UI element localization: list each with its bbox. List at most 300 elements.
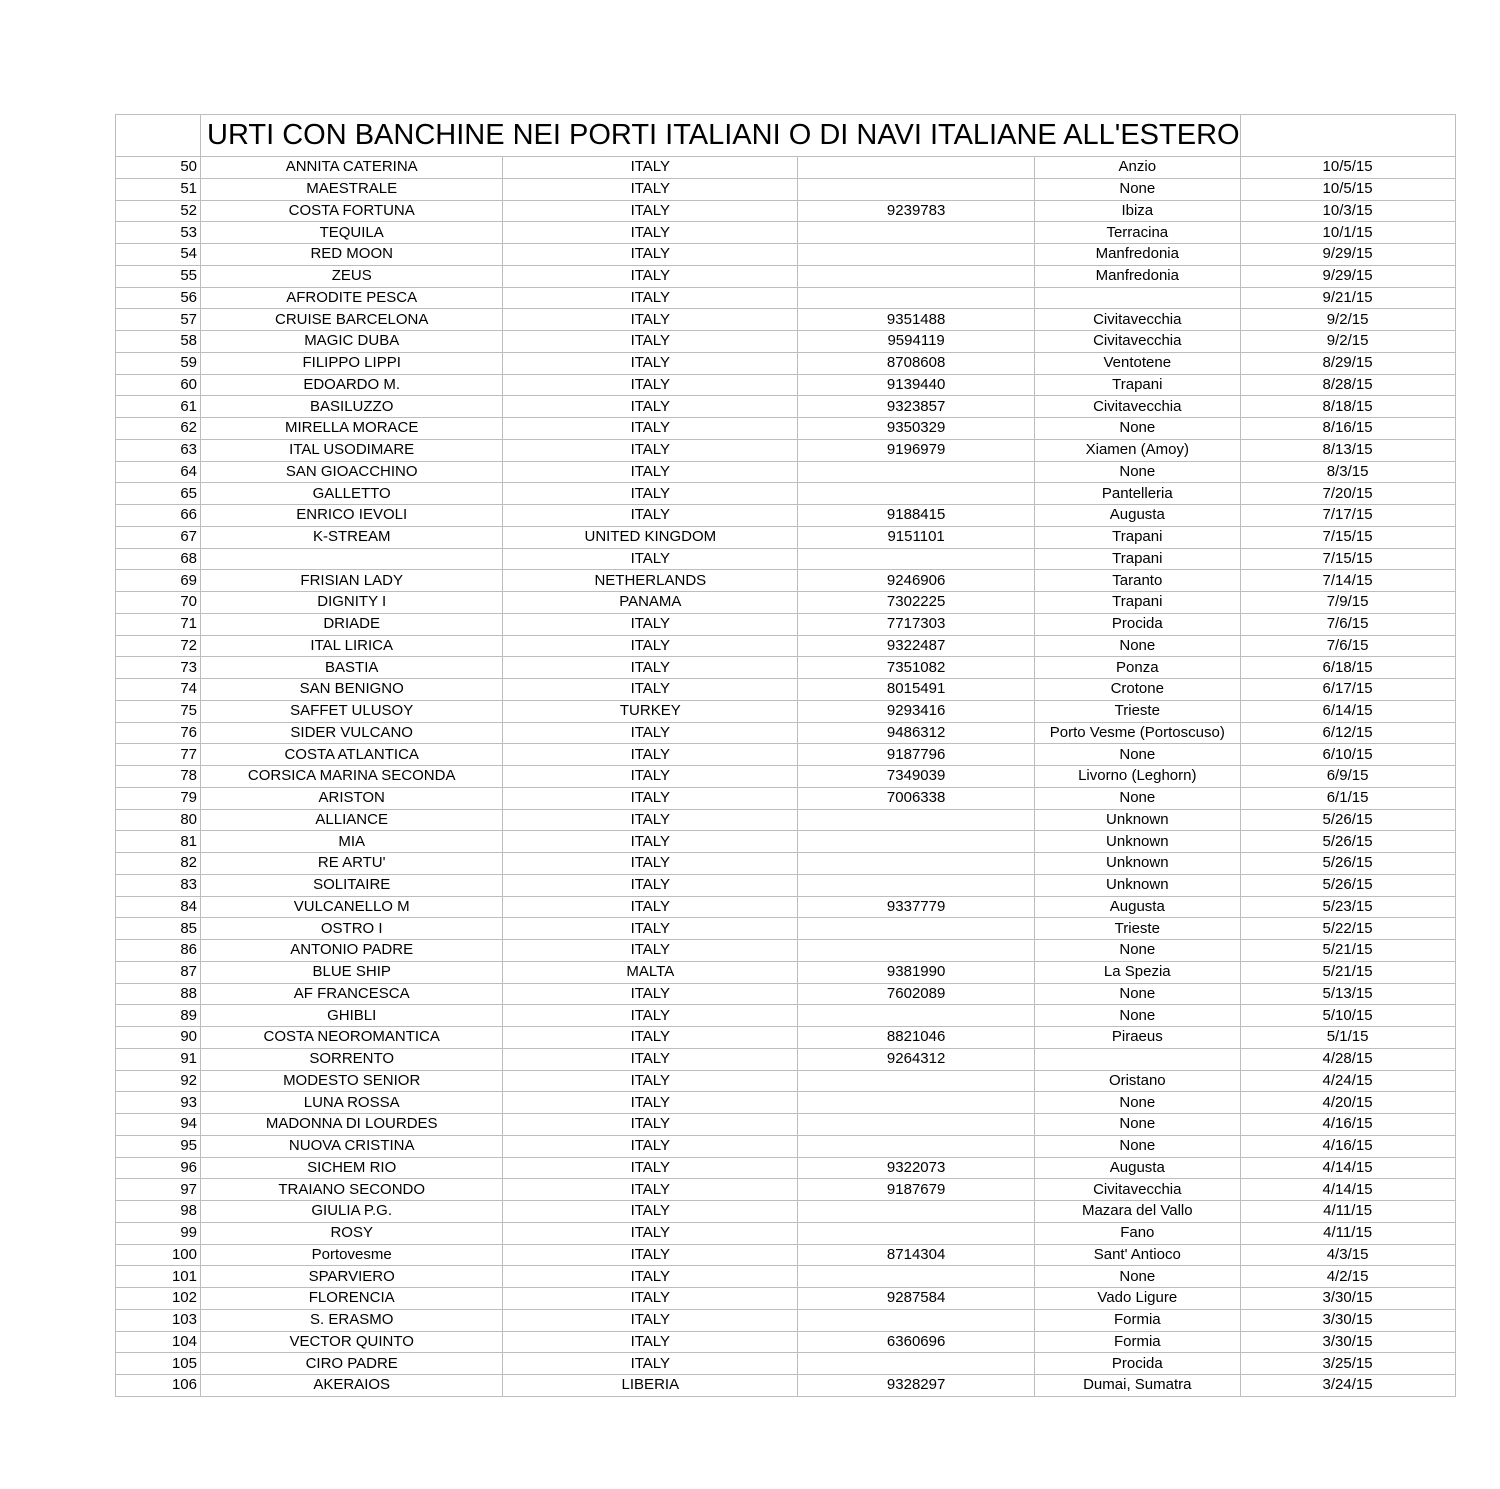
flag-cell: ITALY	[503, 679, 798, 701]
date-cell: 9/29/15	[1240, 244, 1455, 266]
row-number-cell: 85	[116, 918, 201, 940]
port-cell: Augusta	[1035, 896, 1241, 918]
vessel-name-cell: MIRELLA MORACE	[201, 418, 503, 440]
date-cell: 9/21/15	[1240, 287, 1455, 309]
date-cell: 7/9/15	[1240, 592, 1455, 614]
imo-cell	[798, 874, 1035, 896]
imo-cell	[798, 1201, 1035, 1223]
port-cell: Trieste	[1035, 700, 1241, 722]
port-cell: Trieste	[1035, 918, 1241, 940]
date-cell: 7/15/15	[1240, 526, 1455, 548]
vessel-name-cell: ZEUS	[201, 265, 503, 287]
flag-cell: ITALY	[503, 1048, 798, 1070]
date-cell: 10/5/15	[1240, 157, 1455, 179]
table-row	[116, 657, 1456, 679]
flag-cell: ITALY	[503, 439, 798, 461]
vessel-name-cell: MAGIC DUBA	[201, 331, 503, 353]
vessel-name-cell: ITAL LIRICA	[201, 635, 503, 657]
table-row	[116, 1331, 1456, 1353]
port-cell: Unknown	[1035, 874, 1241, 896]
table-row	[116, 1222, 1456, 1244]
port-cell: Trapani	[1035, 526, 1241, 548]
flag-cell: ITALY	[503, 1005, 798, 1027]
table-row	[116, 809, 1456, 831]
flag-cell: UNITED KINGDOM	[503, 526, 798, 548]
row-number-cell: 78	[116, 766, 201, 788]
port-cell: Ibiza	[1035, 200, 1241, 222]
flag-cell: ITALY	[503, 657, 798, 679]
row-number-cell: 60	[116, 374, 201, 396]
port-cell: Manfredonia	[1035, 265, 1241, 287]
flag-cell: ITALY	[503, 1222, 798, 1244]
table-row	[116, 483, 1456, 505]
row-number-cell: 83	[116, 874, 201, 896]
table-row	[116, 244, 1456, 266]
date-cell: 6/17/15	[1240, 679, 1455, 701]
imo-cell	[798, 918, 1035, 940]
vessel-name-cell: ITAL USODIMARE	[201, 439, 503, 461]
imo-cell: 9187679	[798, 1179, 1035, 1201]
date-cell: 5/1/15	[1240, 1027, 1455, 1049]
imo-cell: 8708608	[798, 352, 1035, 374]
flag-cell: ITALY	[503, 787, 798, 809]
table-row	[116, 505, 1456, 527]
row-number-cell: 72	[116, 635, 201, 657]
row-number-cell: 69	[116, 570, 201, 592]
vessel-name-cell: SPARVIERO	[201, 1266, 503, 1288]
imo-cell: 7602089	[798, 983, 1035, 1005]
imo-cell: 9264312	[798, 1048, 1035, 1070]
date-cell: 4/2/15	[1240, 1266, 1455, 1288]
port-cell: Formia	[1035, 1309, 1241, 1331]
date-cell: 3/25/15	[1240, 1353, 1455, 1375]
table-row	[116, 592, 1456, 614]
row-number-cell: 91	[116, 1048, 201, 1070]
imo-cell: 9188415	[798, 505, 1035, 527]
table-row	[116, 570, 1456, 592]
imo-cell	[798, 1135, 1035, 1157]
imo-cell: 9287584	[798, 1288, 1035, 1310]
flag-cell: ITALY	[503, 1201, 798, 1223]
table-row	[116, 178, 1456, 200]
table-row	[116, 918, 1456, 940]
flag-cell: ITALY	[503, 265, 798, 287]
flag-cell: ITALY	[503, 1266, 798, 1288]
imo-cell: 7349039	[798, 766, 1035, 788]
table-row	[116, 352, 1456, 374]
port-cell: Sant' Antioco	[1035, 1244, 1241, 1266]
date-cell: 10/1/15	[1240, 222, 1455, 244]
table-row	[116, 200, 1456, 222]
flag-cell: ITALY	[503, 1070, 798, 1092]
vessel-name-cell: ENRICO IEVOLI	[201, 505, 503, 527]
row-number-cell: 84	[116, 896, 201, 918]
date-cell: 5/21/15	[1240, 940, 1455, 962]
port-cell: Terracina	[1035, 222, 1241, 244]
vessel-name-cell: MADONNA DI LOURDES	[201, 1114, 503, 1136]
port-cell: Unknown	[1035, 853, 1241, 875]
port-cell: None	[1035, 1114, 1241, 1136]
port-cell: Taranto	[1035, 570, 1241, 592]
imo-cell: 7717303	[798, 613, 1035, 635]
vessel-name-cell: SIDER VULCANO	[201, 722, 503, 744]
vessel-name-cell: GHIBLI	[201, 1005, 503, 1027]
vessel-name-cell: NUOVA CRISTINA	[201, 1135, 503, 1157]
vessel-name-cell: VULCANELLO M	[201, 896, 503, 918]
imo-cell: 9594119	[798, 331, 1035, 353]
row-number-cell: 82	[116, 853, 201, 875]
port-cell: Livorno (Leghorn)	[1035, 766, 1241, 788]
imo-cell	[798, 178, 1035, 200]
date-cell: 4/20/15	[1240, 1092, 1455, 1114]
date-cell: 5/26/15	[1240, 874, 1455, 896]
date-cell: 8/29/15	[1240, 352, 1455, 374]
imo-cell	[798, 1266, 1035, 1288]
port-cell: Civitavecchia	[1035, 1179, 1241, 1201]
port-cell: Dumai, Sumatra	[1035, 1375, 1241, 1397]
port-cell: Procida	[1035, 1353, 1241, 1375]
vessel-name-cell: AKERAIOS	[201, 1375, 503, 1397]
date-cell: 4/16/15	[1240, 1114, 1455, 1136]
table-row	[116, 961, 1456, 983]
date-cell: 9/2/15	[1240, 309, 1455, 331]
flag-cell: ITALY	[503, 613, 798, 635]
imo-cell: 9323857	[798, 396, 1035, 418]
vessel-name-cell: TEQUILA	[201, 222, 503, 244]
vessel-name-cell: SAFFET ULUSOY	[201, 700, 503, 722]
port-cell	[1035, 1048, 1241, 1070]
port-cell: None	[1035, 940, 1241, 962]
port-cell: Xiamen (Amoy)	[1035, 439, 1241, 461]
spreadsheet-table	[115, 114, 1456, 1397]
port-cell: Porto Vesme (Portoscuso)	[1035, 722, 1241, 744]
vessel-name-cell: ALLIANCE	[201, 809, 503, 831]
date-cell: 4/11/15	[1240, 1201, 1455, 1223]
port-cell: Trapani	[1035, 374, 1241, 396]
vessel-name-cell: COSTA NEOROMANTICA	[201, 1027, 503, 1049]
table-row	[116, 787, 1456, 809]
date-cell: 7/6/15	[1240, 613, 1455, 635]
port-cell: Mazara del Vallo	[1035, 1201, 1241, 1223]
imo-cell	[798, 265, 1035, 287]
date-cell: 6/9/15	[1240, 766, 1455, 788]
imo-cell: 8015491	[798, 679, 1035, 701]
imo-cell: 9322073	[798, 1157, 1035, 1179]
port-cell: Civitavecchia	[1035, 309, 1241, 331]
port-cell: Procida	[1035, 613, 1241, 635]
date-cell: 9/29/15	[1240, 265, 1455, 287]
flag-cell: ITALY	[503, 331, 798, 353]
port-cell: None	[1035, 461, 1241, 483]
date-cell: 5/23/15	[1240, 896, 1455, 918]
row-number-cell: 105	[116, 1353, 201, 1375]
flag-cell: ITALY	[503, 244, 798, 266]
table-row	[116, 331, 1456, 353]
vessel-name-cell: FRISIAN LADY	[201, 570, 503, 592]
row-number-cell: 94	[116, 1114, 201, 1136]
table-row	[116, 374, 1456, 396]
table-row	[116, 1135, 1456, 1157]
port-cell	[1035, 287, 1241, 309]
imo-cell	[798, 1353, 1035, 1375]
date-cell: 6/12/15	[1240, 722, 1455, 744]
row-number-cell: 87	[116, 961, 201, 983]
row-number-cell: 71	[116, 613, 201, 635]
flag-cell: ITALY	[503, 766, 798, 788]
port-cell: Trapani	[1035, 548, 1241, 570]
port-cell: None	[1035, 1266, 1241, 1288]
table-row	[116, 265, 1456, 287]
date-cell: 5/26/15	[1240, 853, 1455, 875]
table-row	[116, 1157, 1456, 1179]
vessel-name-cell: EDOARDO M.	[201, 374, 503, 396]
imo-cell: 9187796	[798, 744, 1035, 766]
imo-cell: 9337779	[798, 896, 1035, 918]
row-number-cell: 70	[116, 592, 201, 614]
row-number-cell: 62	[116, 418, 201, 440]
date-cell: 3/30/15	[1240, 1309, 1455, 1331]
table-row	[116, 1244, 1456, 1266]
table-row	[116, 309, 1456, 331]
flag-cell: ITALY	[503, 1027, 798, 1049]
vessel-name-cell: CIRO PADRE	[201, 1353, 503, 1375]
vessel-name-cell: LUNA ROSSA	[201, 1092, 503, 1114]
imo-cell	[798, 1114, 1035, 1136]
imo-cell	[798, 244, 1035, 266]
port-cell: None	[1035, 744, 1241, 766]
flag-cell: ITALY	[503, 222, 798, 244]
vessel-name-cell: MAESTRALE	[201, 178, 503, 200]
vessel-name-cell: TRAIANO SECONDO	[201, 1179, 503, 1201]
port-cell: None	[1035, 178, 1241, 200]
vessel-name-cell: SICHEM RIO	[201, 1157, 503, 1179]
flag-cell: ITALY	[503, 483, 798, 505]
imo-cell: 9322487	[798, 635, 1035, 657]
imo-cell: 9328297	[798, 1375, 1035, 1397]
flag-cell: ITALY	[503, 1244, 798, 1266]
row-number-cell: 96	[116, 1157, 201, 1179]
port-cell: Vado Ligure	[1035, 1288, 1241, 1310]
port-cell: None	[1035, 787, 1241, 809]
row-number-cell: 50	[116, 157, 201, 179]
date-cell: 8/13/15	[1240, 439, 1455, 461]
flag-cell: TURKEY	[503, 700, 798, 722]
port-cell: None	[1035, 1135, 1241, 1157]
date-cell: 5/22/15	[1240, 918, 1455, 940]
row-number-cell: 81	[116, 831, 201, 853]
row-number-cell: 51	[116, 178, 201, 200]
table-row	[116, 744, 1456, 766]
date-cell: 3/24/15	[1240, 1375, 1455, 1397]
vessel-name-cell: DRIADE	[201, 613, 503, 635]
vessel-name-cell: MODESTO SENIOR	[201, 1070, 503, 1092]
date-cell: 9/2/15	[1240, 331, 1455, 353]
row-number-cell: 63	[116, 439, 201, 461]
date-cell: 4/16/15	[1240, 1135, 1455, 1157]
flag-cell: ITALY	[503, 178, 798, 200]
port-cell: Fano	[1035, 1222, 1241, 1244]
vessel-name-cell: Portovesme	[201, 1244, 503, 1266]
imo-cell	[798, 222, 1035, 244]
imo-cell	[798, 1309, 1035, 1331]
imo-cell	[798, 287, 1035, 309]
imo-cell: 9381990	[798, 961, 1035, 983]
row-number-cell: 52	[116, 200, 201, 222]
vessel-name-cell: CRUISE BARCELONA	[201, 309, 503, 331]
row-number-cell: 95	[116, 1135, 201, 1157]
row-number-cell: 98	[116, 1201, 201, 1223]
flag-cell: ITALY	[503, 809, 798, 831]
table-row	[116, 1179, 1456, 1201]
port-cell: Formia	[1035, 1331, 1241, 1353]
table-row	[116, 157, 1456, 179]
imo-cell: 9350329	[798, 418, 1035, 440]
imo-cell	[798, 1070, 1035, 1092]
port-cell: Piraeus	[1035, 1027, 1241, 1049]
imo-cell: 9196979	[798, 439, 1035, 461]
vessel-name-cell: RE ARTU'	[201, 853, 503, 875]
table-row	[116, 1048, 1456, 1070]
vessel-name-cell: ANTONIO PADRE	[201, 940, 503, 962]
row-number-cell: 79	[116, 787, 201, 809]
row-number-cell: 92	[116, 1070, 201, 1092]
table-row	[116, 1375, 1456, 1397]
imo-cell: 7006338	[798, 787, 1035, 809]
vessel-name-cell: S. ERASMO	[201, 1309, 503, 1331]
date-cell: 7/17/15	[1240, 505, 1455, 527]
vessel-name-cell: CORSICA MARINA SECONDA	[201, 766, 503, 788]
vessel-name-cell: AFRODITE PESCA	[201, 287, 503, 309]
vessel-name-cell: GIULIA P.G.	[201, 1201, 503, 1223]
date-cell: 4/14/15	[1240, 1179, 1455, 1201]
row-number-cell: 66	[116, 505, 201, 527]
date-cell: 8/16/15	[1240, 418, 1455, 440]
row-number-cell: 58	[116, 331, 201, 353]
port-cell: Oristano	[1035, 1070, 1241, 1092]
flag-cell: ITALY	[503, 1157, 798, 1179]
row-number-cell: 67	[116, 526, 201, 548]
imo-cell: 8821046	[798, 1027, 1035, 1049]
vessel-name-cell: SOLITAIRE	[201, 874, 503, 896]
port-cell: Civitavecchia	[1035, 331, 1241, 353]
flag-cell: ITALY	[503, 1114, 798, 1136]
table-row	[116, 461, 1456, 483]
flag-cell: ITALY	[503, 1288, 798, 1310]
row-number-cell: 73	[116, 657, 201, 679]
row-number-cell: 88	[116, 983, 201, 1005]
date-cell: 6/18/15	[1240, 657, 1455, 679]
flag-cell: ITALY	[503, 157, 798, 179]
flag-cell: ITALY	[503, 1092, 798, 1114]
vessel-name-cell: SORRENTO	[201, 1048, 503, 1070]
date-cell: 4/24/15	[1240, 1070, 1455, 1092]
date-cell: 4/28/15	[1240, 1048, 1455, 1070]
imo-cell	[798, 1092, 1035, 1114]
row-number-cell: 97	[116, 1179, 201, 1201]
row-number-cell: 54	[116, 244, 201, 266]
date-cell: 5/26/15	[1240, 809, 1455, 831]
table-body	[116, 115, 1456, 1397]
row-number-cell: 106	[116, 1375, 201, 1397]
table-row	[116, 983, 1456, 1005]
imo-cell: 9151101	[798, 526, 1035, 548]
date-cell: 7/14/15	[1240, 570, 1455, 592]
title-empty-cell	[1240, 115, 1455, 157]
table-row	[116, 418, 1456, 440]
imo-cell: 7351082	[798, 657, 1035, 679]
table-row	[116, 831, 1456, 853]
table-row	[116, 1114, 1456, 1136]
row-number-cell: 103	[116, 1309, 201, 1331]
row-number-cell: 75	[116, 700, 201, 722]
flag-cell: ITALY	[503, 418, 798, 440]
port-cell: La Spezia	[1035, 961, 1241, 983]
imo-cell	[798, 1222, 1035, 1244]
flag-cell: ITALY	[503, 918, 798, 940]
date-cell: 8/28/15	[1240, 374, 1455, 396]
row-number-cell: 68	[116, 548, 201, 570]
port-cell: Augusta	[1035, 505, 1241, 527]
row-number-cell: 101	[116, 1266, 201, 1288]
date-cell: 8/3/15	[1240, 461, 1455, 483]
flag-cell: ITALY	[503, 1353, 798, 1375]
port-cell: Augusta	[1035, 1157, 1241, 1179]
vessel-name-cell: ANNITA CATERINA	[201, 157, 503, 179]
port-cell: Pantelleria	[1035, 483, 1241, 505]
imo-cell	[798, 1005, 1035, 1027]
sheet-title: URTI CON BANCHINE NEI PORTI ITALIANI O DI NAVI ITALIANE ALL'ESTERO	[201, 115, 1241, 157]
vessel-name-cell: COSTA FORTUNA	[201, 200, 503, 222]
imo-cell: 8714304	[798, 1244, 1035, 1266]
flag-cell: ITALY	[503, 940, 798, 962]
flag-cell: ITALY	[503, 374, 798, 396]
flag-cell: ITALY	[503, 1179, 798, 1201]
table-row	[116, 1027, 1456, 1049]
row-number-cell: 100	[116, 1244, 201, 1266]
imo-cell	[798, 853, 1035, 875]
date-cell: 10/5/15	[1240, 178, 1455, 200]
vessel-name-cell: MIA	[201, 831, 503, 853]
vessel-name-cell: FLORENCIA	[201, 1288, 503, 1310]
table-row	[116, 1266, 1456, 1288]
vessel-name-cell: ROSY	[201, 1222, 503, 1244]
vessel-name-cell: RED MOON	[201, 244, 503, 266]
date-cell: 4/11/15	[1240, 1222, 1455, 1244]
flag-cell: ITALY	[503, 744, 798, 766]
imo-cell	[798, 483, 1035, 505]
flag-cell: LIBERIA	[503, 1375, 798, 1397]
flag-cell: ITALY	[503, 505, 798, 527]
port-cell: Anzio	[1035, 157, 1241, 179]
vessel-name-cell: GALLETTO	[201, 483, 503, 505]
table-row	[116, 635, 1456, 657]
row-number-cell: 53	[116, 222, 201, 244]
row-number-cell: 64	[116, 461, 201, 483]
row-number-cell: 86	[116, 940, 201, 962]
date-cell: 4/3/15	[1240, 1244, 1455, 1266]
table-row	[116, 287, 1456, 309]
vessel-name-cell: AF FRANCESCA	[201, 983, 503, 1005]
row-number-cell: 102	[116, 1288, 201, 1310]
date-cell: 3/30/15	[1240, 1331, 1455, 1353]
imo-cell: 6360696	[798, 1331, 1035, 1353]
flag-cell: ITALY	[503, 831, 798, 853]
date-cell: 10/3/15	[1240, 200, 1455, 222]
date-cell: 7/20/15	[1240, 483, 1455, 505]
table-row	[116, 526, 1456, 548]
flag-cell: ITALY	[503, 635, 798, 657]
row-number-cell: 90	[116, 1027, 201, 1049]
